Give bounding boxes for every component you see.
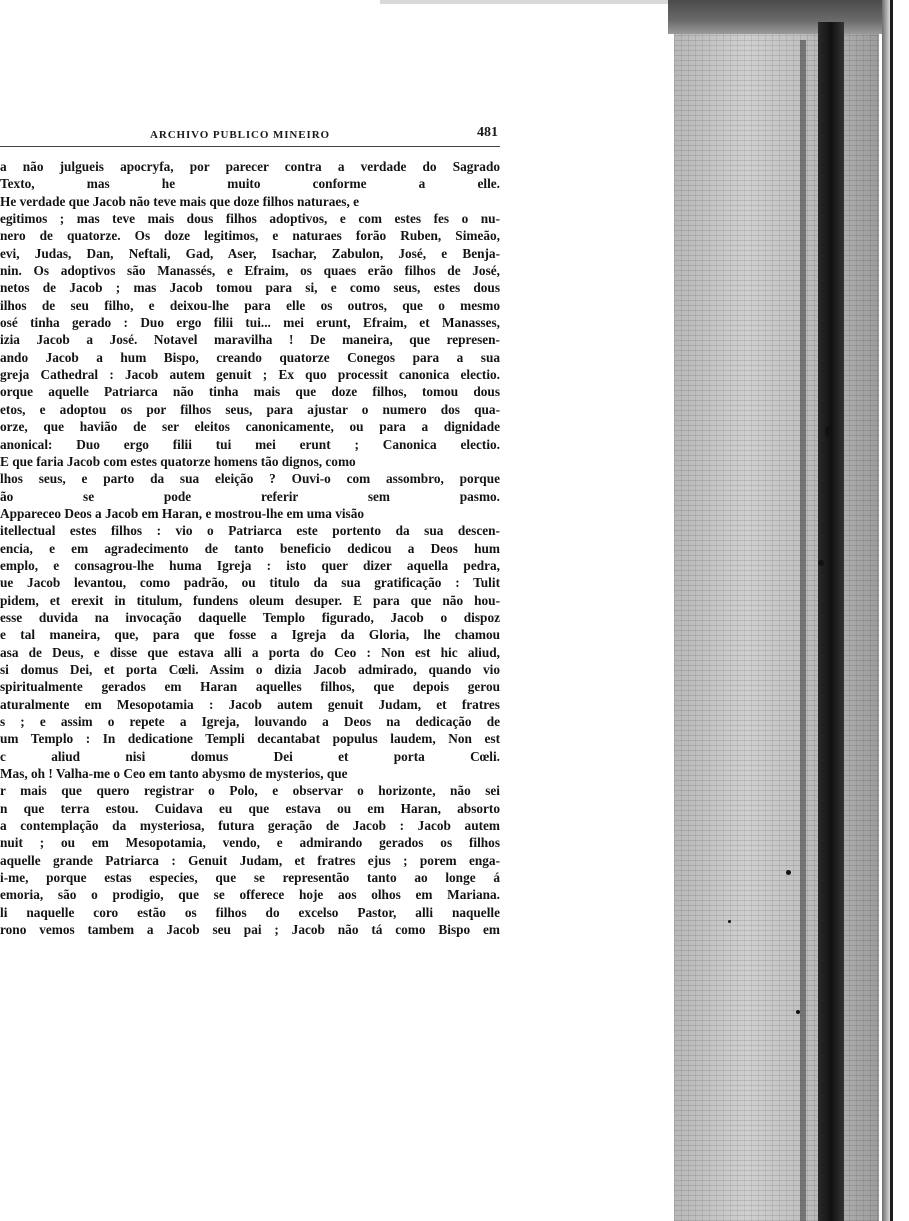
- scan-top-edge: [380, 0, 680, 4]
- text-line: aquelle grande Patriarca : Genuit Judam, et fratres ejus ; porem enga-: [0, 852, 500, 868]
- text-line: nero de quatorze. Os doze legitimos, e naturaes forão Ruben, Simeão,: [0, 228, 500, 244]
- text-line: anonical: Duo ergo filii tui mei erunt ; Canonica electio.: [0, 436, 500, 452]
- ink-blot: [786, 870, 791, 875]
- text-line: s ; e assim o repete a Igreja, louvando a Deos na dedicação de: [0, 714, 500, 729]
- text-line: Texto, mas he muito conforme a elle.: [0, 176, 500, 192]
- text-line: E que faria Jacob com estes quatorze homens tão dignos, como: [0, 453, 356, 469]
- text-line: orque aquelle Patriarca não tinha mais que doze filhos, tomou dous: [0, 384, 500, 400]
- running-title: ARCHIVO PUBLICO MINEIRO: [150, 129, 330, 141]
- book-gutter: [668, 0, 909, 1221]
- ink-blot: [825, 426, 833, 436]
- text-line: ando Jacob a hum Bispo, creando quatorze Conegos para a sua: [0, 349, 500, 365]
- text-line: a contemplação da mysteriosa, futura geração de Jacob : Jacob autem: [0, 818, 500, 834]
- text-line: lhos seus, e parto da sua eleição ? Ouvi-o com assombro, porque: [0, 471, 500, 487]
- text-line: si domus Dei, et porta Cœli. Assim o dizia Jacob admirado, quando vio: [0, 661, 500, 677]
- gutter-texture: [674, 30, 879, 1221]
- spine-inner-shadow: [800, 40, 806, 1221]
- text-line: egitimos ; mas teve mais dous filhos adoptivos, e com estes fes o nu-: [0, 211, 500, 227]
- text-line: a não julgueis apocryfa, por parecer contra a verdade do Sagrado: [0, 159, 500, 174]
- page-number: 481: [477, 125, 498, 140]
- text-line: ue Jacob levantou, como padrão, ou titulo da sua gratificação : Tulit: [0, 575, 500, 591]
- text-line: osé tinha gerado : Duo ergo filii tui... mei erunt, Efraim, et Manasses,: [0, 315, 500, 331]
- ink-blot: [818, 560, 824, 566]
- text-line: aturalmente em Mesopotamia : Jacob autem genuit Judam, et fratres: [0, 696, 500, 712]
- text-line: um Templo : In dedicatione Templi decantabat populus laudem, Non est: [0, 731, 500, 747]
- text-line: asa de Deus, e disse que estava alli a porta do Ceo : Non est hic aliud,: [0, 644, 500, 660]
- text-line: etos, e adoptou os por filhos seus, para ajustar o numero dos qua-: [0, 401, 500, 417]
- text-line: netos de Jacob ; mas Jacob tomou para si, e como seus, estes dous: [0, 280, 500, 296]
- page-edge-line: [890, 0, 893, 1221]
- text-line: rono vemos tambem a Jacob seu pai ; Jacob não tá como Bispo em: [0, 922, 500, 938]
- book-spine: [818, 22, 844, 1221]
- text-line: e tal maneira, que, para que fosse a Igreja da Gloria, lhe chamou: [0, 627, 500, 643]
- text-line: He verdade que Jacob não teve mais que doze filhos naturaes, e: [0, 193, 359, 209]
- header-rule: [0, 146, 500, 147]
- text-line: ilhos de seu filho, e deixou-lhe para elle os outros, que o mesmo: [0, 297, 500, 313]
- text-line: c aliud nisi domus Dei et porta Cœli.: [0, 748, 500, 764]
- text-line: nuit ; ou em Mesopotamia, vendo, e admirando gerados os filhos: [0, 835, 500, 851]
- text-line: n que terra estou. Cuidava eu que estava ou em Haran, absorto: [0, 800, 500, 816]
- text-line: spiritualmente gerados em Haran aquelles filhos, que depois gerou: [0, 679, 500, 695]
- text-line: izia Jacob a José. Notavel maravilha ! De maneira, que represen-: [0, 332, 500, 348]
- text-line: greja Cathedral : Jacob autem genuit ; Ex quo processit canonica electio.: [0, 367, 500, 383]
- text-line: emoria, são o prodigio, que se offerece hoje aos olhos em Mariana.: [0, 887, 500, 903]
- ink-blot: [728, 920, 731, 923]
- text-line: li naquelle coro estão os filhos do excelso Pastor, alli naquelle: [0, 904, 500, 920]
- text-line: ão se pode referir sem pasmo.: [0, 488, 500, 504]
- page-edge: [882, 0, 909, 1221]
- text-line: pidem, et erexit in titulum, fundens oleum desuper. E para que não hou-: [0, 592, 500, 608]
- body-text: [0, 158, 500, 1068]
- page-header: [0, 125, 500, 145]
- ink-blot: [796, 1010, 800, 1014]
- text-line: Mas, oh ! Valha-me o Ceo em tanto abysmo de mysterios, que: [0, 766, 348, 782]
- text-line: encia, e em agradecimento de tanto beneficio dedicou a Deos hum: [0, 540, 500, 556]
- text-line: evi, Judas, Dan, Neftali, Gad, Aser, Isachar, Zabulon, José, e Benja-: [0, 245, 500, 261]
- text-line: emplo, e consagrou-lhe huma Igreja : isto quer dizer aquella pedra,: [0, 557, 500, 573]
- text-line: nin. Os adoptivos são Manassés, e Efraim, os quaes erão filhos de José,: [0, 263, 500, 279]
- text-line: r mais que quero registrar o Polo, e observar o horizonte, não sei: [0, 783, 500, 799]
- text-line: orze, que havião de ser eleitos canonicamente, ou para a dignidade: [0, 419, 500, 435]
- gutter-top-shadow: [668, 0, 909, 34]
- text-line: itellectual estes filhos : vio o Patriarca este portento da sua descen-: [0, 523, 500, 539]
- text-line: esse duvida na invocação daquelle Templo figurado, Jacob o dispoz: [0, 609, 500, 625]
- text-line: i-me, porque estas especies, que se representão tanto ao longe á: [0, 870, 500, 886]
- text-line: Appareceo Deos a Jacob em Haran, e mostrou-lhe em uma visão: [0, 505, 365, 521]
